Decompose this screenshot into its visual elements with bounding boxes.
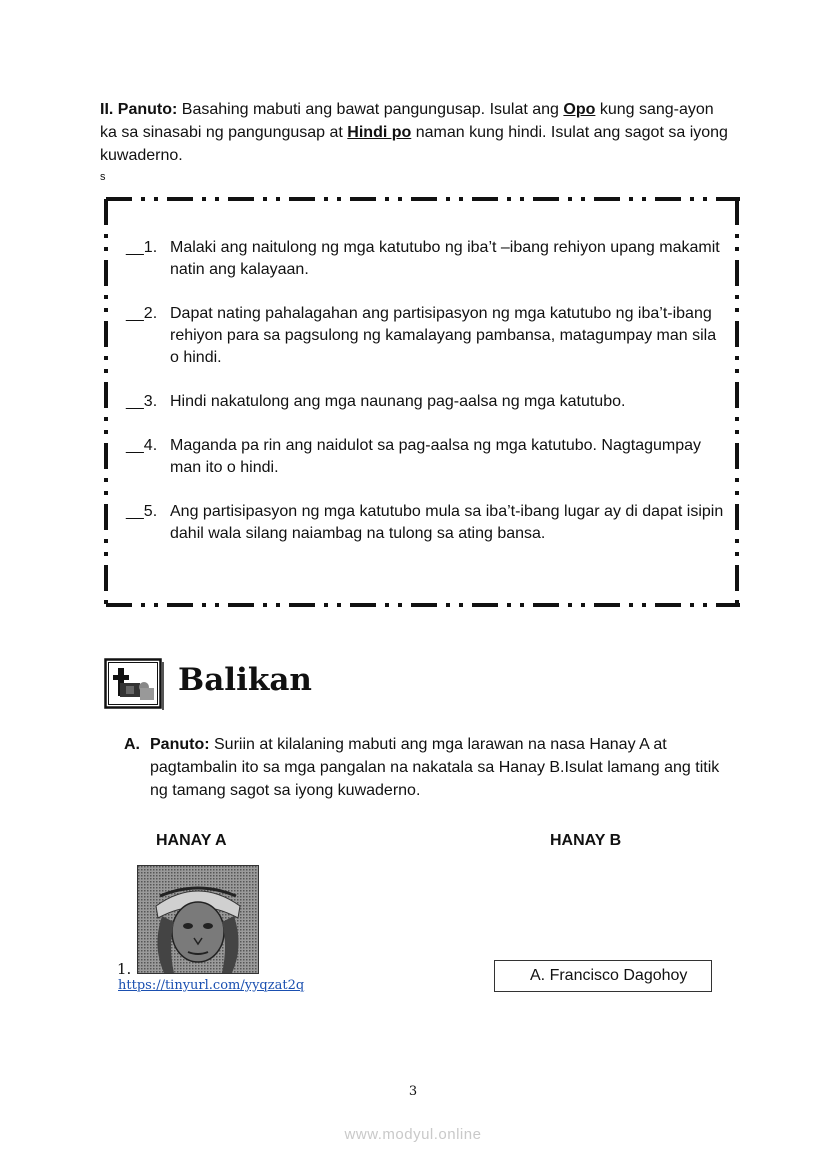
instructions-text-3: naman kung hindi. Isulat ang sagot sa iyong kuwaderno. (100, 124, 728, 164)
statement-item (126, 237, 726, 281)
statement-list (126, 237, 726, 567)
image-source-link[interactable]: https://tinyurl.com/yyqzat2q (118, 978, 305, 993)
statement-number: __3. (126, 393, 158, 410)
hindi-po-keyword: Hindi po (347, 124, 412, 141)
choice-box-a: A. Francisco Dagohoy (494, 960, 712, 992)
puzzle-icon (104, 658, 164, 710)
statement-text: Malaki ang naitulong ng mga katutubo ng iba’t –ibang rehiyon upang makamit natin ang kalayaan. (170, 239, 720, 278)
statement-text: Hindi nakatulong ang mga naunang pag-aalsa ng mga katutubo. (170, 393, 626, 410)
statement-item (126, 303, 726, 369)
panuto-a-paragraph (124, 733, 734, 802)
instructions-paragraph (100, 98, 732, 167)
statement-number: __5. (126, 503, 158, 520)
opo-keyword: Opo (563, 101, 596, 118)
question-number: 1. (117, 960, 132, 978)
statement-item (126, 501, 726, 545)
column-heading-hanay-b: HANAY B (550, 832, 622, 849)
watermark: www.modyul.online (344, 1126, 482, 1143)
section-title-balikan: Balikan (178, 662, 312, 698)
page-number: 3 (408, 1084, 418, 1099)
stray-mark: s (100, 171, 106, 183)
statement-item (126, 435, 726, 479)
instructions-label: II. Panuto: (100, 101, 178, 118)
instructions-text-2: kung sang-ayon ka sa sinasabi ng pangungusap at (100, 101, 714, 141)
statement-item (126, 391, 726, 413)
statement-number: __4. (126, 437, 158, 454)
statement-number: __1. (126, 239, 158, 256)
statement-text: Dapat nating pahalagahan ang partisipasyon ng mga katutubo ng iba’t-ibang rehiyon para sa pagsulong ng kamalayang pambansa, matagumpay man sila o hindi. (170, 305, 717, 366)
instructions-text-1: Basahing mabuti ang bawat pangungusap. Isulat ang (177, 101, 564, 118)
portrait-image (137, 865, 259, 974)
column-heading-hanay-a: HANAY A (156, 832, 227, 849)
statement-text: Ang partisipasyon ng mga katutubo mula sa iba’t-ibang lugar ay di dapat isipin dahil wala silang naiambag na tulong sa ating bansa. (170, 503, 724, 542)
panuto-a-text: Suriin at kilalaning mabuti ang mga larawan na nasa Hanay A at pagtambalin ito sa mga pangalan na nakatala sa Hanay B.Isulat lamang ang titik ng tamang sagot sa iyong kuwaderno. (150, 736, 720, 799)
panuto-a-marker: A. (124, 736, 140, 753)
panuto-a-label: Panuto: (150, 736, 210, 753)
statement-text: Maganda pa rin ang naidulot sa pag-aalsa ng mga katutubo. Nagtagumpay man ito o hindi. (170, 437, 702, 476)
statement-number: __2. (126, 305, 158, 322)
